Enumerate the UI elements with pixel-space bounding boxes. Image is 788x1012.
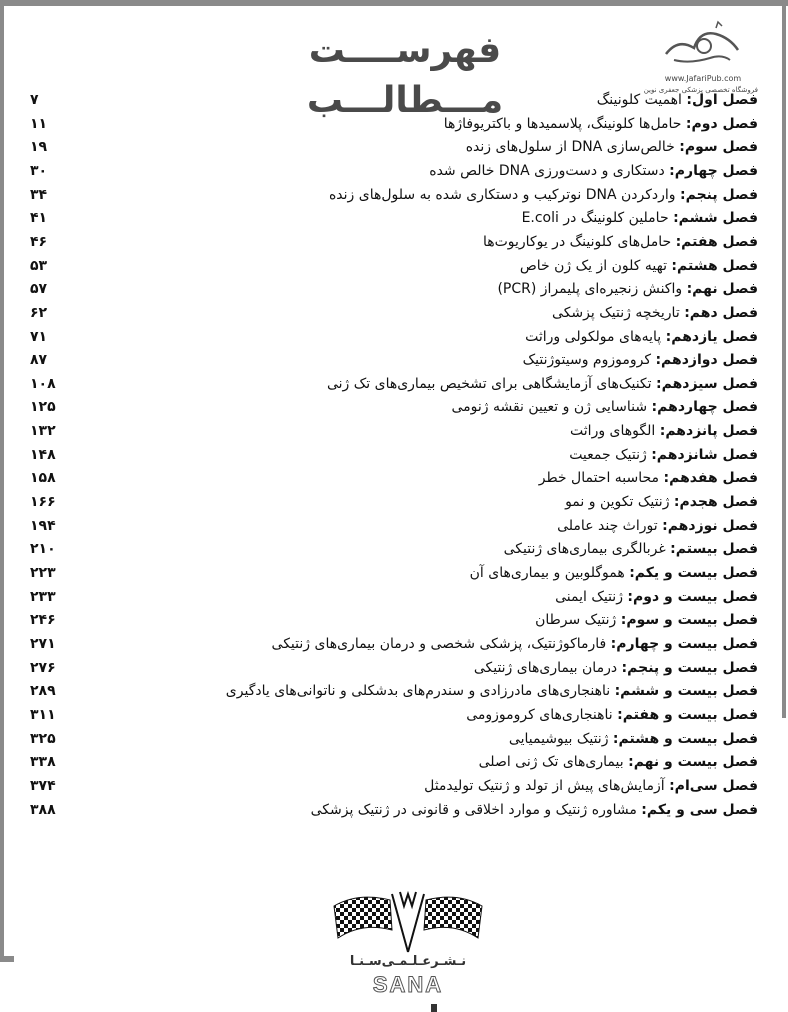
toc-row: [0, 562, 788, 585]
chapter-title: شناسایی ژن و تعیین نقشه ژنومی: [451, 399, 648, 416]
chapter-label: فصل بیست و چهارم:: [610, 635, 758, 652]
toc-row: [0, 751, 788, 774]
chapter-label: فصل ششم:: [673, 210, 758, 227]
chapter-title: فارماکوژنتیک، پزشکی شخصی و درمان بیماری‌های ژنتیکی: [271, 635, 607, 652]
toc-row: [0, 538, 788, 561]
page-number: ۷۱: [30, 328, 48, 345]
page-number: ۳۰: [30, 162, 48, 179]
page-number: ۱۲۵: [30, 399, 56, 416]
chapter-title: ژنتیک سرطان: [535, 612, 617, 629]
toc-entry: [557, 515, 758, 538]
chapter-title: ناهنجاری‌های مادرزادی و سندرم‌های بدشکلی و ناتوانی‌های یادگیری: [225, 683, 611, 700]
chapter-label: فصل هفتم:: [675, 233, 758, 250]
page-number: ۲۷۶: [30, 659, 56, 676]
chapter-label: فصل هشتم:: [671, 257, 758, 274]
chapter-label: فصل شانزدهم:: [651, 446, 758, 463]
page-number: ۲۴۶: [30, 612, 56, 629]
toc-entry: [504, 538, 758, 561]
chapter-title: بیماری‌های تک ژنی اصلی: [478, 754, 624, 771]
chapter-label: فصل اول:: [686, 92, 758, 108]
chapter-label: فصل سی‌ام:: [669, 777, 758, 794]
toc-row: [0, 255, 788, 278]
chapter-title: حامل‌ها کلونینگ، پلاسمیدها و باکتریوفاژها: [443, 115, 682, 132]
page-number: ۲۱۰: [30, 541, 56, 558]
chapter-label: فصل دوم:: [685, 115, 758, 132]
chapter-title: آزمایش‌های پیش از تولد و ژنتیک تولیدمثل: [424, 777, 665, 794]
chapter-label: فصل بیست و هفتم:: [617, 706, 758, 723]
page-number: ۱۹۴: [30, 517, 56, 534]
toc-row: [0, 184, 788, 207]
chapter-label: فصل پنجم:: [680, 186, 758, 203]
page-number: ۶۲: [30, 304, 48, 321]
toc-entry: [539, 467, 758, 490]
page-number: ۳۸۸: [30, 801, 56, 818]
toc-entry: [311, 799, 758, 822]
toc-entry: [444, 113, 758, 136]
page-number: ۱۵۸: [30, 470, 56, 487]
page-number: ۵۷: [30, 281, 48, 298]
page-number: ۲۳۳: [30, 588, 56, 605]
chapter-label: فصل بیست و دوم:: [627, 588, 758, 605]
toc-entry: [525, 326, 758, 349]
page-number: ۱۴۸: [30, 446, 56, 463]
toc-row: [0, 491, 788, 514]
page-number: ۲۷۱: [30, 635, 56, 652]
toc-entry: [520, 255, 758, 278]
toc-row: [0, 207, 788, 230]
toc-row: [0, 136, 788, 159]
chapter-title: تاریخچه ژنتیک پزشکی: [552, 304, 680, 321]
chapter-title: درمان بیماری‌های ژنتیکی: [473, 659, 618, 676]
chapter-label: فصل بیست و سوم:: [620, 612, 758, 629]
page-title: فهرســــت مـــطالـــب: [306, 30, 504, 121]
chapter-title: تهیه کلون از یک ژن خاص: [519, 257, 667, 274]
chapter-title: ژنتیک ایمنی: [555, 588, 623, 605]
toc-row: [0, 89, 788, 112]
chapter-label: فصل دوازدهم:: [655, 352, 758, 369]
chapter-label: فصل بیست و یکم:: [629, 565, 758, 581]
toc-row: [0, 373, 788, 396]
page-number: ۷: [30, 92, 39, 108]
page-number: ۱۱: [30, 115, 48, 132]
chapter-title: واردکردن DNA نوترکیب و دستکاری شده به سلول‌های زنده: [328, 186, 676, 203]
page-number: ۸۷: [30, 352, 48, 369]
page-number: ۱۶۶: [30, 494, 56, 511]
page-number: ۵۳: [30, 257, 48, 274]
chapter-title: مشاوره ژنتیک و موارد اخلاقی و قانونی در ژنتیک پزشکی: [310, 801, 637, 818]
jafari-logo: [648, 20, 758, 90]
toc-entry: [483, 231, 758, 254]
chapter-label: فصل یازدهم:: [665, 328, 758, 345]
page-number: ۱۰۸: [30, 375, 56, 392]
frame-bottom-border: [0, 956, 14, 962]
toc-entry: [329, 184, 758, 207]
frame-bottom-stub: [431, 1004, 437, 1012]
toc-row: [0, 444, 788, 467]
toc-row: [0, 704, 788, 727]
toc-entry: [479, 751, 758, 774]
toc-entry: [565, 491, 758, 514]
toc-row: [0, 231, 788, 254]
chapter-title: دستکاری و دست‌ورزی DNA خالص شده: [429, 162, 665, 179]
page-number: ۱۳۲: [30, 423, 56, 440]
toc-entry: [474, 657, 758, 680]
chapter-title: حامل‌های کلونینگ در یوکاریوت‌ها: [482, 233, 672, 250]
page-number: ۱۹: [30, 139, 48, 156]
toc-row: [0, 775, 788, 798]
chapter-title: واکنش زنجیره‌ای پلیمراز (PCR): [497, 281, 683, 298]
toc-entry: [523, 349, 758, 372]
page-number: ۴۶: [30, 233, 48, 250]
chapter-label: فصل نوزدهم:: [662, 517, 758, 534]
chapter-label: فصل سیزدهم:: [656, 375, 758, 392]
toc-entry: [509, 728, 758, 751]
chapter-title: ناهنجاری‌های کروموزومی: [466, 706, 613, 723]
chapter-title: تکنیک‌های آزمایشگاهی برای تشخیص بیماری‌های تک ژنی: [326, 375, 652, 392]
chapter-title: غربالگری بیماری‌های ژنتیکی: [503, 541, 666, 558]
chapter-label: فصل دهم:: [684, 304, 758, 321]
checkered-flags-icon: [328, 884, 488, 954]
toc-row: [0, 396, 788, 419]
toc-entry: [466, 136, 758, 159]
publisher-logo: [328, 884, 488, 1004]
chapter-label: فصل چهاردهم:: [651, 399, 758, 416]
toc-entry: [451, 396, 758, 419]
toc-entry: [429, 160, 758, 183]
chapter-label: فصل بیست و پنجم:: [621, 659, 758, 676]
page-number: ۳۷۴: [30, 777, 56, 794]
toc-row: [0, 278, 788, 301]
chapter-label: فصل بیست و هشتم:: [612, 730, 758, 747]
toc-entry: [552, 302, 758, 325]
toc-row: [0, 586, 788, 609]
toc-entry: [569, 444, 758, 467]
toc-row: [0, 160, 788, 183]
toc-entry: [226, 680, 758, 703]
chapter-title: خالص‌سازی DNA از سلول‌های زنده: [465, 139, 675, 156]
chapter-title: ژنتیک جمعیت: [569, 446, 647, 463]
chapter-title: ژنتیک تکوین و نمو: [565, 494, 670, 511]
chapter-title: پایه‌های مولکولی وراثت: [525, 328, 662, 345]
chapter-label: فصل بیست و ششم:: [614, 683, 758, 700]
toc-entry: [272, 633, 758, 656]
chapter-title: کروموزوم وسیتوژنتیک: [522, 352, 651, 369]
chapter-label: فصل چهارم:: [669, 162, 758, 179]
chapter-label: فصل سی و یکم:: [641, 801, 758, 818]
toc-entry: [327, 373, 758, 396]
page-number: ۴۱: [30, 210, 48, 227]
toc-row: [0, 609, 788, 632]
toc-entry: [555, 586, 758, 609]
chapter-label: فصل پانزدهم:: [659, 423, 758, 440]
toc-entry: [470, 562, 758, 585]
toc-entry: [522, 207, 758, 230]
chapter-title: اهمیت کلونینگ: [596, 92, 682, 108]
chapter-label: فصل هجدم:: [673, 494, 758, 511]
frame-top-border: [0, 0, 788, 6]
toc-row: [0, 515, 788, 538]
toc-row: [0, 302, 788, 325]
toc-row: [0, 349, 788, 372]
toc-row: [0, 420, 788, 443]
toc-entry: [424, 775, 758, 798]
toc-row: [0, 467, 788, 490]
jafari-logo-icon: [660, 20, 746, 72]
chapter-label: فصل نهم:: [686, 281, 758, 298]
chapter-label: فصل بیستم:: [670, 541, 758, 558]
toc-entry: [597, 89, 758, 112]
chapter-label: فصل هفدهم:: [663, 470, 758, 487]
toc-row: [0, 633, 788, 656]
chapter-title: حاملین کلونینگ در E.coli: [521, 210, 669, 227]
page-number: ۳۱۱: [30, 706, 56, 723]
page-number: ۳۴: [30, 186, 48, 203]
page-number: ۳۲۵: [30, 730, 56, 747]
toc-row: [0, 799, 788, 822]
logo-url: www.JafariPub.com: [664, 74, 742, 83]
toc-entry: [497, 278, 758, 301]
chapter-title: الگوهای وراثت: [570, 423, 656, 440]
page-number: ۳۳۸: [30, 754, 56, 771]
chapter-title: توراث چند عاملی: [557, 517, 658, 534]
chapter-title: ژنتیک بیوشیمیایی: [508, 730, 609, 747]
chapter-label: فصل بیست و نهم:: [628, 754, 758, 771]
logo-subtitle: فروشگاه تخصصی پزشکی جعفری نوین: [643, 86, 758, 94]
toc-row: [0, 657, 788, 680]
page-number: ۲۸۹: [30, 683, 56, 700]
publisher-name: نـشـرعـلـمـی‌سـنـا: [349, 954, 467, 969]
toc-row: [0, 680, 788, 703]
chapter-label: فصل سوم:: [679, 139, 758, 156]
toc-row: [0, 326, 788, 349]
toc-entry: [570, 420, 758, 443]
page-number: ۲۲۳: [30, 565, 56, 581]
toc-row: [0, 728, 788, 751]
toc-entry: [535, 609, 758, 632]
toc-row: [0, 113, 788, 136]
toc-entry: [466, 704, 758, 727]
chapter-title: هموگلوبین و بیماری‌های آن: [469, 565, 625, 581]
chapter-title: محاسبه احتمال خطر: [538, 470, 660, 487]
publisher-logo-text: SANA: [372, 972, 444, 997]
